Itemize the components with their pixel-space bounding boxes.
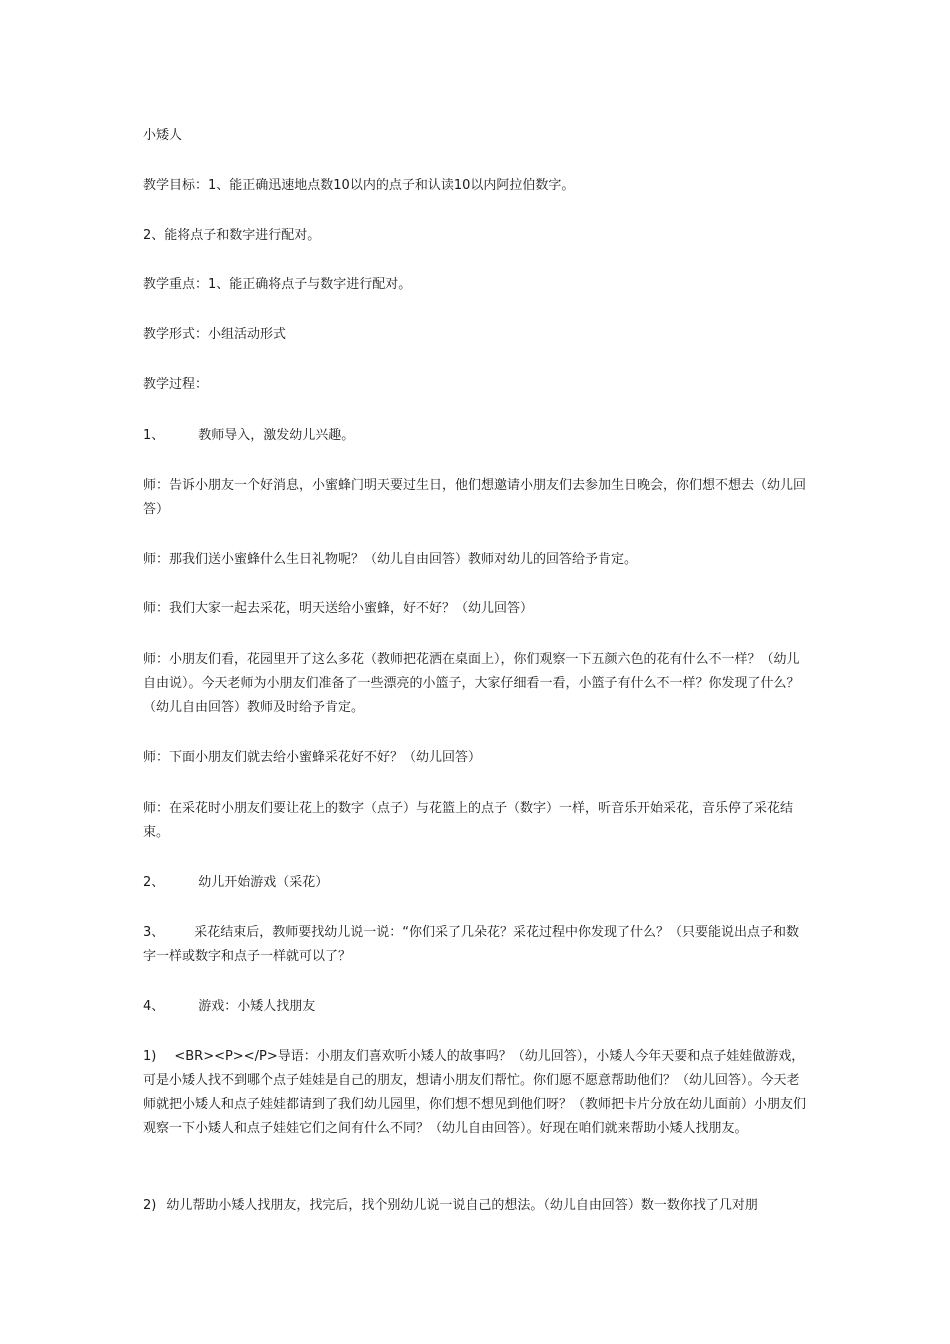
sub-step-2-number: 2) xyxy=(143,1198,157,1213)
teaching-form: 教学形式：小组活动形式 xyxy=(143,327,287,342)
teaching-goal-1: 教学目标：1、能正确迅速地点数10以内的点子和认读10以内阿拉伯数字。 xyxy=(143,178,575,193)
sub-step-1 xyxy=(143,1045,811,1141)
paragraph-3: 师：我们大家一起去采花，明天送给小蜜蜂，好不好？（幼儿回答） xyxy=(143,601,534,616)
teaching-process-heading: 教学过程： xyxy=(143,377,209,392)
step-4 xyxy=(143,995,811,1019)
document-title: 小矮人 xyxy=(143,128,183,143)
paragraph-1: 师：告诉小朋友一个好消息，小蜜蜂门明天要过生日，他们想邀请小朋友们去参加生日晚会，你们想不想去（幼儿回答） xyxy=(143,478,807,517)
sub-step-1-text: <BR><P></P>导语：小朋友们喜欢听小矮人的故事吗？（幼儿回答），小矮人今年天要和点子娃娃做游戏，可是小矮人找不到哪个点子娃娃是自己的朋友，想请小朋友们帮忙。你们愿不愿意帮助他们？（幼儿回答）。今天老师就把小矮人和点子娃娃都请到了我们幼儿园里，你们想不想见到他们呀？（教师把卡片分放在幼儿面前）小朋友们观察一下小矮人和点子娃娃它们之间有什么不同？（幼儿自由回答）。好现在咱们就来帮助小矮人找朋友。 xyxy=(143,1049,807,1136)
sub-step-2-text: 幼儿帮助小矮人找朋友，找完后，找个别幼儿说一说自己的想法。（幼儿自由回答）数一数你找了几对朋 xyxy=(166,1198,758,1213)
step-3-text: 采花结束后，教师要找幼儿说一说：“你们采了几朵花？采花过程中你发现了什么？（只要能说出点子和数字一样或数字和点子一样就可以了？ xyxy=(143,925,800,964)
step-3 xyxy=(143,921,811,969)
paragraph-2: 师：那我们送小蜜蜂什么生日礼物呢？（幼儿自由回答）教师对幼儿的回答给予肯定。 xyxy=(143,552,638,567)
step-2-text: 幼儿开始游戏（采花） xyxy=(198,875,329,890)
step-2-number: 2、 xyxy=(143,875,165,890)
sub-step-2 xyxy=(143,1194,811,1218)
step-4-text: 游戏：小矮人找朋友 xyxy=(198,999,316,1014)
teaching-focus: 教学重点：1、能正确将点子与数字进行配对。 xyxy=(143,277,412,292)
teaching-goal-2: 2、能将点子和数字进行配对。 xyxy=(143,228,321,243)
step-1 xyxy=(143,424,811,448)
paragraph-5: 师：下面小朋友们就去给小蜜蜂采花好不好？（幼儿回答） xyxy=(143,750,482,765)
step-1-number: 1、 xyxy=(143,428,165,443)
paragraph-6: 师：在采花时小朋友们要让花上的数字（点子）与花篮上的点子（数字）一样，听音乐开始采花，音乐停了采花结束。 xyxy=(143,801,794,840)
step-2 xyxy=(143,871,811,895)
step-4-number: 4、 xyxy=(143,999,165,1014)
sub-step-1-number: 1) xyxy=(143,1049,157,1064)
step-1-text: 教师导入，激发幼儿兴趣。 xyxy=(198,428,355,443)
paragraph-4: 师：小朋友们看，花园里开了这么多花（教师把花洒在桌面上），你们观察一下五颜六色的花有什么不一样？（幼儿自由说）。今天老师为小朋友们准备了一些漂亮的小篮子，大家仔细看一看，小篮子有什么不一样？你发现了什么？（幼儿自由回答）教师及时给予肯定。 xyxy=(143,652,800,715)
step-3-number: 3、 xyxy=(143,925,165,940)
